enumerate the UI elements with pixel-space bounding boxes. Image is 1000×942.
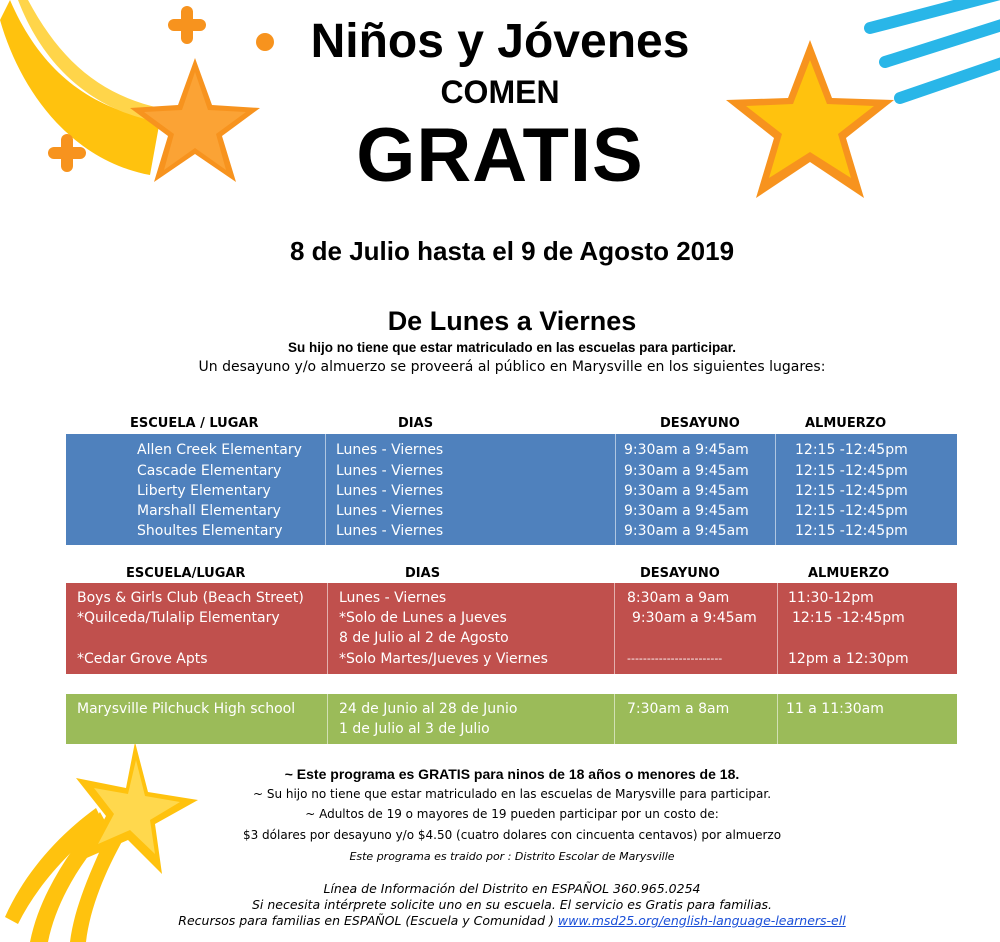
table-cell: Marysville Pilchuck High school	[77, 701, 296, 717]
table-cell: Shoultes Elementary	[137, 523, 283, 539]
table-cell: 12:15 -12:45pm	[795, 463, 908, 479]
table-cell: 9:30am a 9:45am	[624, 483, 749, 499]
title-line-3: GRATIS	[356, 113, 644, 198]
table-cell: *Solo de Lunes a Jueves	[339, 610, 507, 626]
table-cell: 7:30am a 8am	[627, 701, 730, 717]
program-free-note: ~ Este programa es GRATIS para ninos de 18 años o menores de 18.	[284, 766, 740, 782]
enrollment-note: ~ Su hijo no tiene que estar matriculado en las escuelas de Marysville para participar.	[252, 787, 772, 801]
table-cell: 9:30am a 9:45am	[632, 610, 757, 626]
table-cell: Marshall Elementary	[137, 503, 281, 519]
table1-header-breakfast: DESAYUNO	[660, 416, 740, 431]
table-cell: *Solo Martes/Jueves y Viernes	[339, 651, 548, 667]
table-cell: Boys & Girls Club (Beach Street)	[77, 590, 304, 606]
table2-header-location: ESCUELA/LUGAR	[126, 566, 246, 581]
table-cell: 9:30am a 9:45am	[624, 523, 749, 539]
table2-header-lunch: ALMUERZO	[808, 566, 890, 581]
table2-header-days: DIAS	[405, 566, 441, 581]
table1-header-location: ESCUELA / LUGAR	[130, 416, 259, 431]
subtitle-enrollment: Su hijo no tiene que estar matriculado en las escuelas para participar.	[288, 340, 736, 355]
table-cell: 12:15 -12:45pm	[795, 503, 908, 519]
table-cell: Cascade Elementary	[137, 463, 282, 479]
table-cell: Allen Creek Elementary	[137, 442, 302, 458]
table-cell: 9:30am a 9:45am	[624, 442, 749, 458]
table1-header-days: DIAS	[398, 416, 434, 431]
table-cell: *Quilceda/Tulalip Elementary	[77, 610, 280, 626]
table-cell: Lunes - Viernes	[336, 523, 444, 539]
special-locations-table	[66, 583, 957, 674]
price-note: $3 dólares por desayuno y/o $4.50 (cuatro dolares con cincuenta centavos) por almuerzo	[242, 828, 782, 842]
days-title: De Lunes a Viernes	[387, 306, 637, 336]
table-cell: Lunes - Viernes	[336, 503, 444, 519]
table-cell: Lunes - Viernes	[336, 463, 444, 479]
adult-note: ~ Adultos de 19 o mayores de 19 pueden participar por un costo de:	[305, 807, 719, 821]
title-line-1: Niños y Jóvenes	[310, 15, 690, 68]
table-cell: *Cedar Grove Apts	[77, 651, 208, 667]
info-phone: Línea de Información del Distrito en ESPAÑOL 360.965.0254	[323, 881, 701, 896]
table-cell: 12:15 -12:45pm	[792, 610, 905, 626]
table-cell: 1 de Julio al 3 de Julio	[339, 721, 490, 737]
table-cell: 11 a 11:30am	[786, 701, 884, 717]
table-cell: 12:15 -12:45pm	[795, 523, 908, 539]
table-cell: Liberty Elementary	[137, 483, 271, 499]
sponsor-note: Este programa es traido por : Distrito Escolar de Marysville	[349, 850, 675, 863]
table-cell: 12pm a 12:30pm	[788, 651, 909, 667]
table2-header-breakfast: DESAYUNO	[640, 566, 720, 581]
high-school-table	[66, 694, 957, 744]
table-cell: ------------------------	[627, 652, 723, 665]
title-line-2: COMEN	[440, 74, 560, 110]
table-cell: 9:30am a 9:45am	[624, 463, 749, 479]
table-cell: 8:30am a 9am	[627, 590, 730, 606]
table-cell: Lunes - Viernes	[336, 483, 444, 499]
subtitle-locations: Un desayuno y/o almuerzo se proveerá al público en Marysville en los siguientes lugares:	[198, 359, 826, 375]
info-interpreter: Si necesita intérprete solicite uno en su escuela. El servicio es Gratis para familias.	[252, 897, 772, 912]
table-cell: 12:15 -12:45pm	[795, 442, 908, 458]
info-resources-text: Recursos para familias en ESPAÑOL (Escuela y Comunidad )	[178, 913, 558, 928]
table-cell: Lunes - Viernes	[336, 442, 444, 458]
info-resources	[0, 913, 1000, 928]
table1-header-lunch: ALMUERZO	[805, 416, 887, 431]
resources-link[interactable]: www.msd25.org/english-language-learners-ell	[557, 913, 846, 928]
date-range: 8 de Julio hasta el 9 de Agosto 2019	[289, 236, 735, 266]
table-cell: 24 de Junio al 28 de Junio	[339, 701, 518, 717]
table-cell: 12:15 -12:45pm	[795, 483, 908, 499]
table-cell: 8 de Julio al 2 de Agosto	[339, 630, 509, 646]
schools-table	[66, 434, 957, 545]
table-cell: 9:30am a 9:45am	[624, 503, 749, 519]
table-cell: 11:30-12pm	[788, 590, 874, 606]
table-cell: Lunes - Viernes	[339, 590, 447, 606]
